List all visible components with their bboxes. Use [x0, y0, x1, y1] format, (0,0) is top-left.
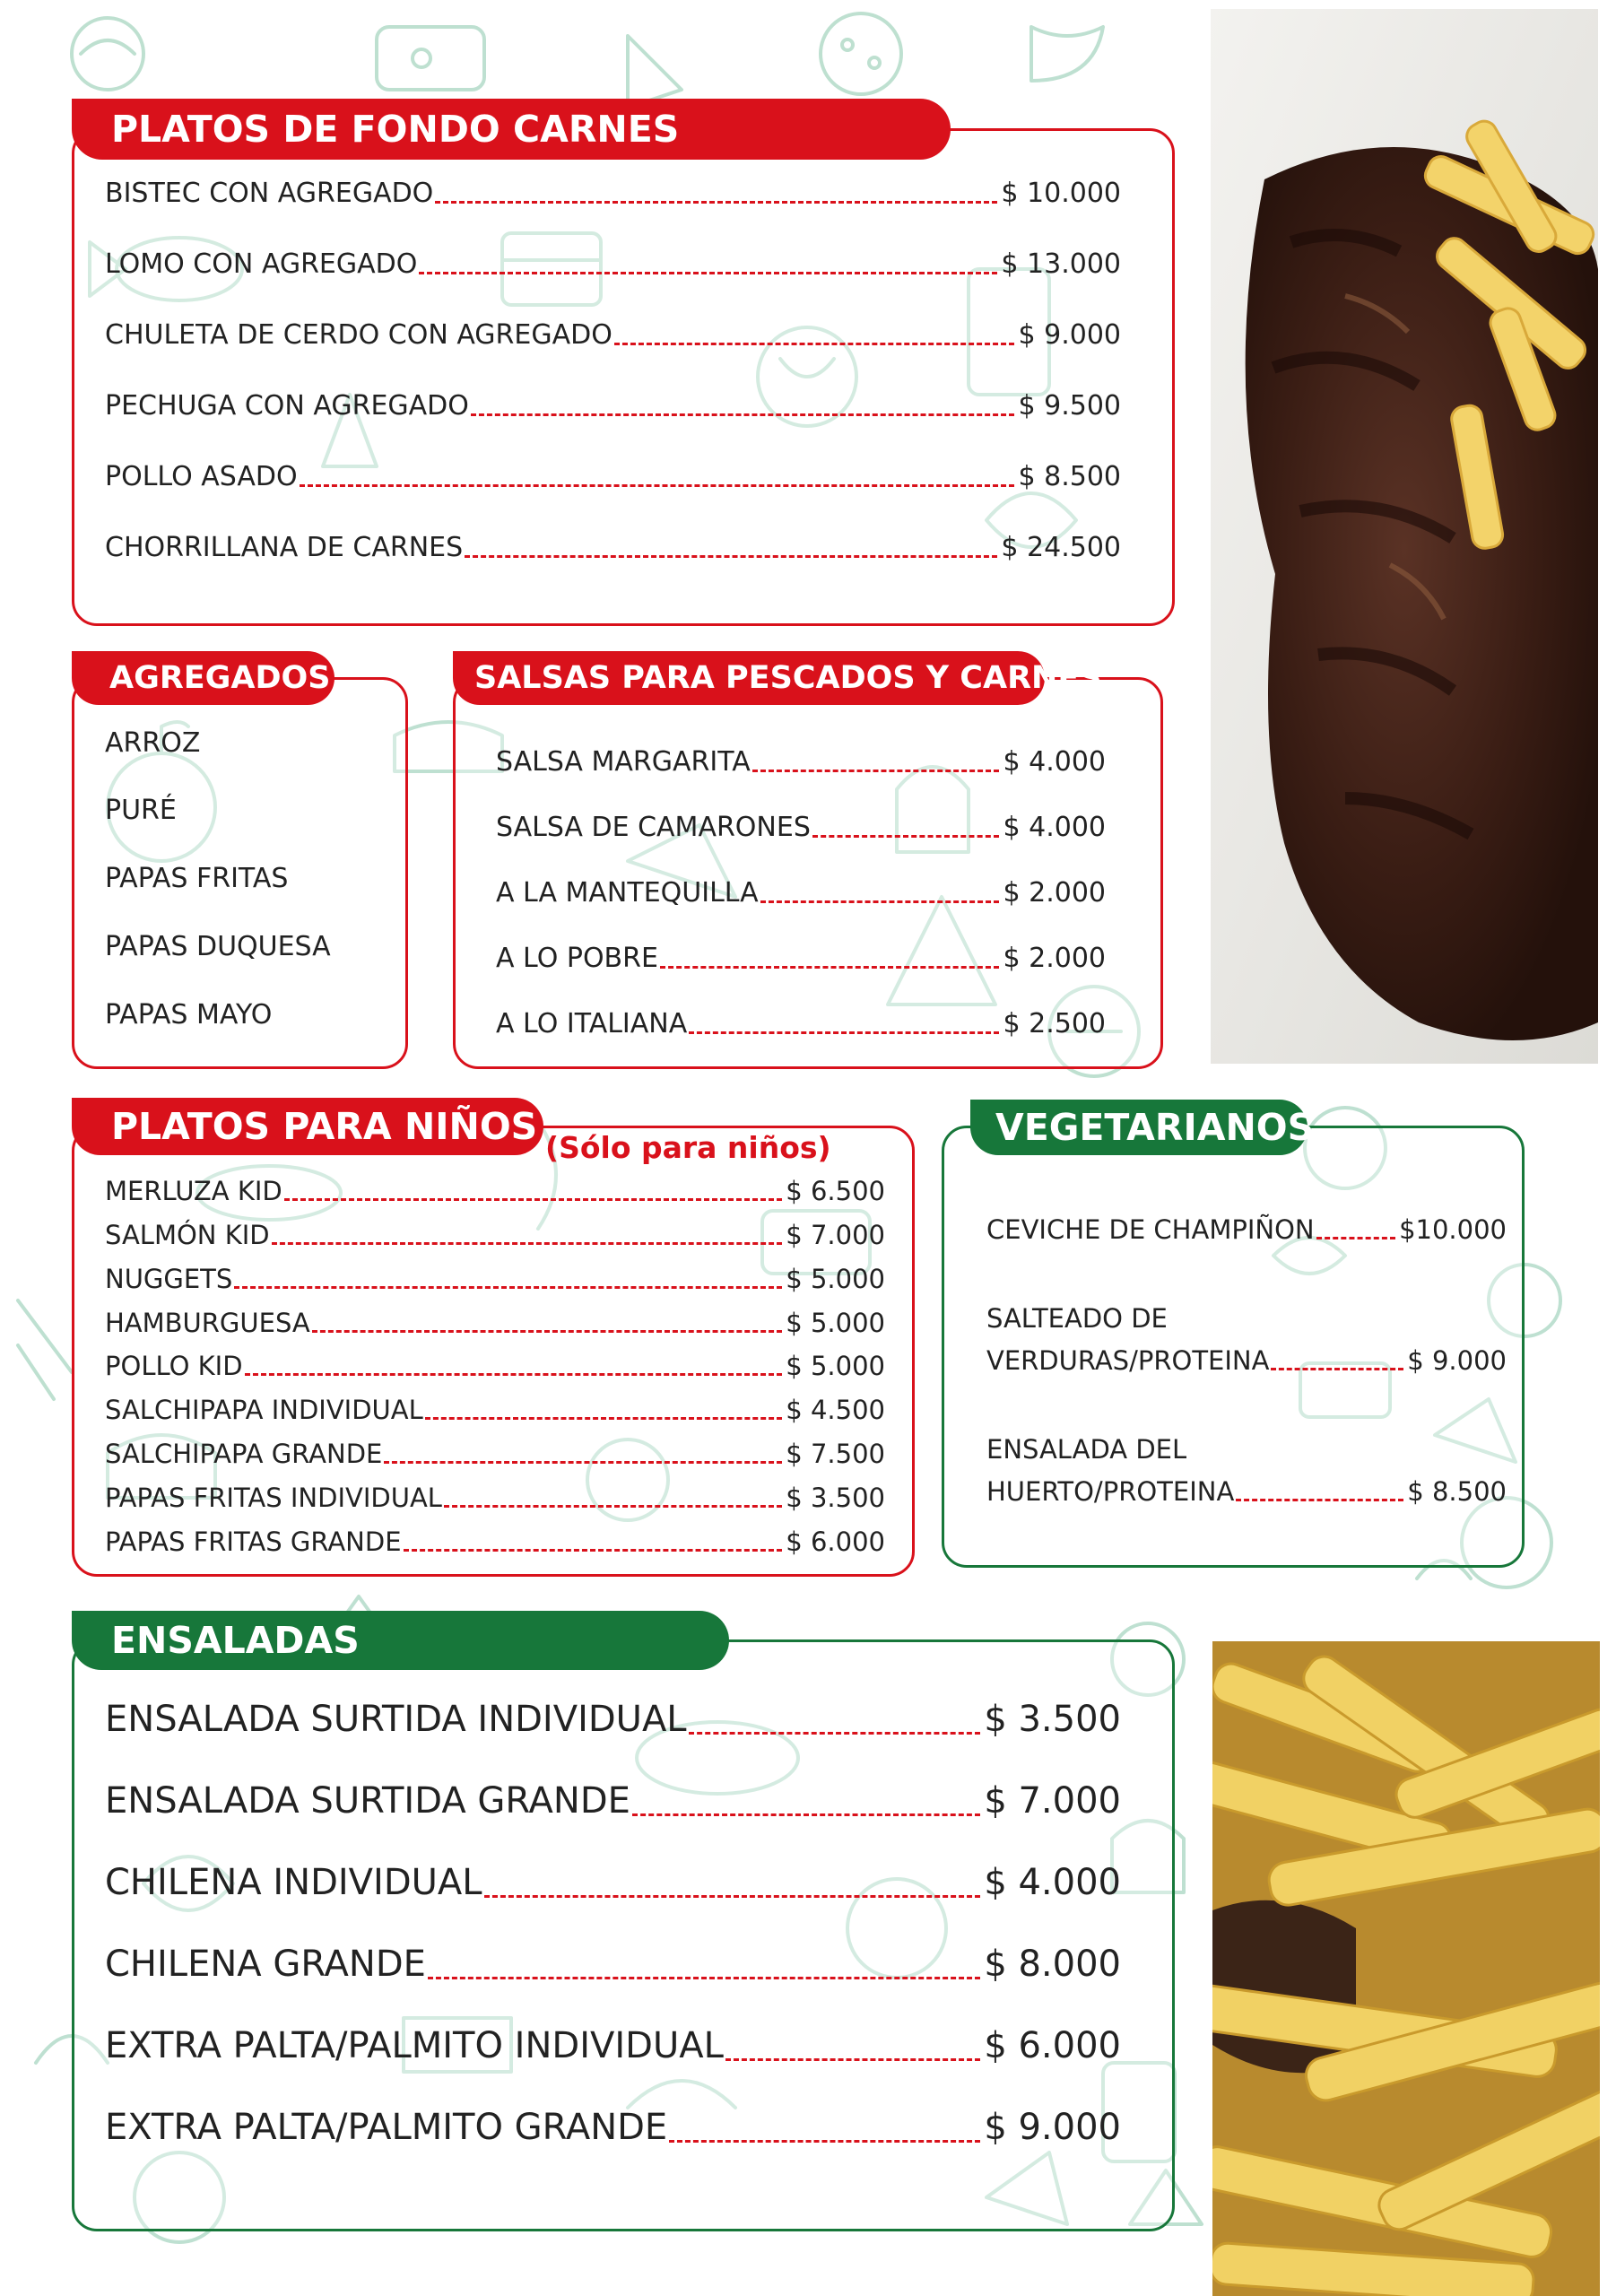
veg-item	[986, 1345, 1507, 1376]
dotted-leader	[1271, 1368, 1403, 1370]
item-name: LOMO CON AGREGADO	[105, 248, 418, 280]
dotted-leader	[419, 272, 997, 274]
item-price: $ 9.500	[1018, 390, 1121, 422]
item-name: CHULETA DE CERDO CON AGREGADO	[105, 319, 613, 351]
ninos-note: (Sólo para niños)	[545, 1130, 831, 1165]
item-price: $ 8.500	[1407, 1476, 1507, 1507]
fondo-item	[105, 248, 1121, 280]
item-price: $ 7.000	[984, 1780, 1121, 1822]
item-name: CHILENA INDIVIDUAL	[105, 1862, 482, 1903]
item-price: $ 9.000	[1407, 1345, 1507, 1376]
fondo-item	[105, 461, 1121, 492]
dotted-leader	[669, 2140, 980, 2143]
salsa-item	[496, 943, 1106, 974]
salsa-item	[496, 1008, 1106, 1039]
ninos-item	[105, 1483, 885, 1513]
ensaladas-title: ENSALADAS	[72, 1611, 729, 1670]
item-price: $ 9.000	[984, 2107, 1121, 2148]
dotted-leader	[614, 343, 1015, 345]
item-name: A LO POBRE	[496, 943, 658, 974]
item-price: $ 10.000	[1001, 178, 1121, 209]
item-name: CHILENA GRANDE	[105, 1944, 426, 1985]
item-name: NUGGETS	[105, 1264, 233, 1294]
veg-item	[986, 1214, 1507, 1245]
agregado-item: PAPAS DUQUESA	[105, 931, 331, 962]
ninos-item	[105, 1395, 885, 1425]
fondo-item	[105, 390, 1121, 422]
item-price: $ 2.000	[1003, 943, 1106, 974]
item-name: SALSA MARGARITA	[496, 746, 751, 778]
dotted-leader	[632, 1813, 980, 1816]
item-price: $ 8.500	[1018, 461, 1121, 492]
dotted-leader	[384, 1461, 782, 1464]
agregado-item: PAPAS FRITAS	[105, 863, 289, 894]
dotted-leader	[312, 1330, 783, 1333]
dotted-leader	[300, 484, 1015, 487]
item-name: BISTEC CON AGREGADO	[105, 178, 434, 209]
ensalada-item	[105, 2025, 1121, 2066]
item-price: $ 13.000	[1001, 248, 1121, 280]
ninos-item	[105, 1526, 885, 1557]
veg-item-line1: SALTEADO DE	[986, 1303, 1168, 1334]
item-name: VERDURAS/PROTEINA	[986, 1345, 1270, 1376]
item-name: SALMÓN KID	[105, 1220, 270, 1250]
agregado-item: PURÉ	[105, 795, 177, 826]
veg-item-line1: ENSALADA DEL	[986, 1434, 1187, 1465]
dotted-leader	[660, 966, 1000, 969]
item-name: HAMBURGUESA	[105, 1308, 310, 1338]
item-price: $10.000	[1399, 1214, 1507, 1245]
dotted-leader	[272, 1242, 783, 1245]
item-name: A LO ITALIANA	[496, 1008, 688, 1039]
fondo-item	[105, 178, 1121, 209]
item-price: $ 4.000	[984, 1862, 1121, 1903]
ninos-item	[105, 1220, 885, 1250]
dotted-leader	[689, 1031, 999, 1034]
item-name: SALCHIPAPA GRANDE	[105, 1439, 383, 1469]
ninos-item	[105, 1351, 885, 1381]
item-price: $ 4.500	[786, 1395, 885, 1425]
item-name: PECHUGA CON AGREGADO	[105, 390, 469, 422]
ensalada-item	[105, 2107, 1121, 2148]
item-name: MERLUZA KID	[105, 1176, 282, 1206]
item-price: $ 6.000	[984, 2025, 1121, 2066]
item-name: POLLO ASADO	[105, 461, 298, 492]
item-price: $ 2.000	[1003, 877, 1106, 909]
item-price: $ 6.000	[786, 1526, 885, 1557]
dotted-leader	[234, 1286, 782, 1289]
ensalada-item	[105, 1699, 1121, 1740]
vegetarianos-title: VEGETARIANOS	[970, 1100, 1308, 1155]
dotted-leader	[465, 555, 997, 558]
item-name: PAPAS FRITAS GRANDE	[105, 1526, 402, 1557]
dotted-leader	[284, 1198, 783, 1201]
item-price: $ 5.000	[786, 1351, 885, 1381]
dotted-leader	[245, 1373, 783, 1376]
dotted-leader	[435, 201, 997, 204]
item-name: A LA MANTEQUILLA	[496, 877, 759, 909]
item-name: ENSALADA SURTIDA INDIVIDUAL	[105, 1699, 687, 1740]
item-price: $ 6.500	[786, 1176, 885, 1206]
dotted-leader	[404, 1549, 783, 1552]
ninos-item	[105, 1176, 885, 1206]
ninos-item	[105, 1439, 885, 1469]
dotted-leader	[752, 770, 1000, 772]
item-name: ENSALADA SURTIDA GRANDE	[105, 1780, 630, 1822]
ninos-item	[105, 1308, 885, 1338]
item-name: HUERTO/PROTEINA	[986, 1476, 1235, 1507]
item-price: $ 8.000	[984, 1944, 1121, 1985]
french-fries-photo	[1212, 1641, 1600, 2296]
dotted-leader	[689, 1732, 981, 1735]
ensalada-item	[105, 1862, 1121, 1903]
item-name: PAPAS FRITAS INDIVIDUAL	[105, 1483, 442, 1513]
dotted-leader	[812, 835, 1000, 838]
item-price: $ 9.000	[1018, 319, 1121, 351]
item-name: EXTRA PALTA/PALMITO GRANDE	[105, 2107, 668, 2148]
item-price: $ 3.500	[786, 1483, 885, 1513]
dotted-leader	[1236, 1499, 1403, 1501]
dotted-leader	[425, 1417, 783, 1420]
dotted-leader	[428, 1977, 980, 1979]
salsa-item	[496, 746, 1106, 778]
ensalada-item	[105, 1944, 1121, 1985]
item-price: $ 5.000	[786, 1264, 885, 1294]
grilled-steak-photo	[1211, 9, 1598, 1064]
ninos-item	[105, 1264, 885, 1294]
item-price: $ 24.500	[1001, 532, 1121, 563]
dotted-leader	[760, 900, 1000, 903]
item-name: EXTRA PALTA/PALMITO INDIVIDUAL	[105, 2025, 724, 2066]
dotted-leader	[725, 2058, 980, 2061]
dotted-leader	[484, 1895, 981, 1898]
veg-item	[986, 1476, 1507, 1507]
fondo-title: PLATOS DE FONDO CARNES	[72, 99, 951, 160]
item-name: CEVICHE DE CHAMPIÑON	[986, 1214, 1315, 1245]
ensalada-item	[105, 1780, 1121, 1822]
item-price: $ 2.500	[1003, 1008, 1106, 1039]
dotted-leader	[471, 413, 1015, 416]
fondo-item	[105, 532, 1121, 563]
salsa-item	[496, 812, 1106, 843]
salsa-item	[496, 877, 1106, 909]
item-price: $ 5.000	[786, 1308, 885, 1338]
salsas-title: SALSAS PARA PESCADOS Y CARNES	[453, 651, 1045, 705]
agregado-item: PAPAS MAYO	[105, 999, 273, 1031]
item-price: $ 3.500	[984, 1699, 1121, 1740]
fondo-item	[105, 319, 1121, 351]
agregado-item: ARROZ	[105, 727, 201, 759]
ninos-title: PLATOS PARA NIÑOS	[72, 1098, 543, 1155]
dotted-leader	[444, 1505, 782, 1508]
item-name: SALSA DE CAMARONES	[496, 812, 811, 843]
dotted-leader	[1316, 1237, 1395, 1239]
item-price: $ 7.000	[786, 1220, 885, 1250]
item-name: CHORRILLANA DE CARNES	[105, 532, 464, 563]
item-price: $ 4.000	[1003, 812, 1106, 843]
item-price: $ 7.500	[786, 1439, 885, 1469]
item-price: $ 4.000	[1003, 746, 1106, 778]
item-name: SALCHIPAPA INDIVIDUAL	[105, 1395, 423, 1425]
item-name: POLLO KID	[105, 1351, 243, 1381]
agregados-title: AGREGADOS	[72, 651, 334, 705]
